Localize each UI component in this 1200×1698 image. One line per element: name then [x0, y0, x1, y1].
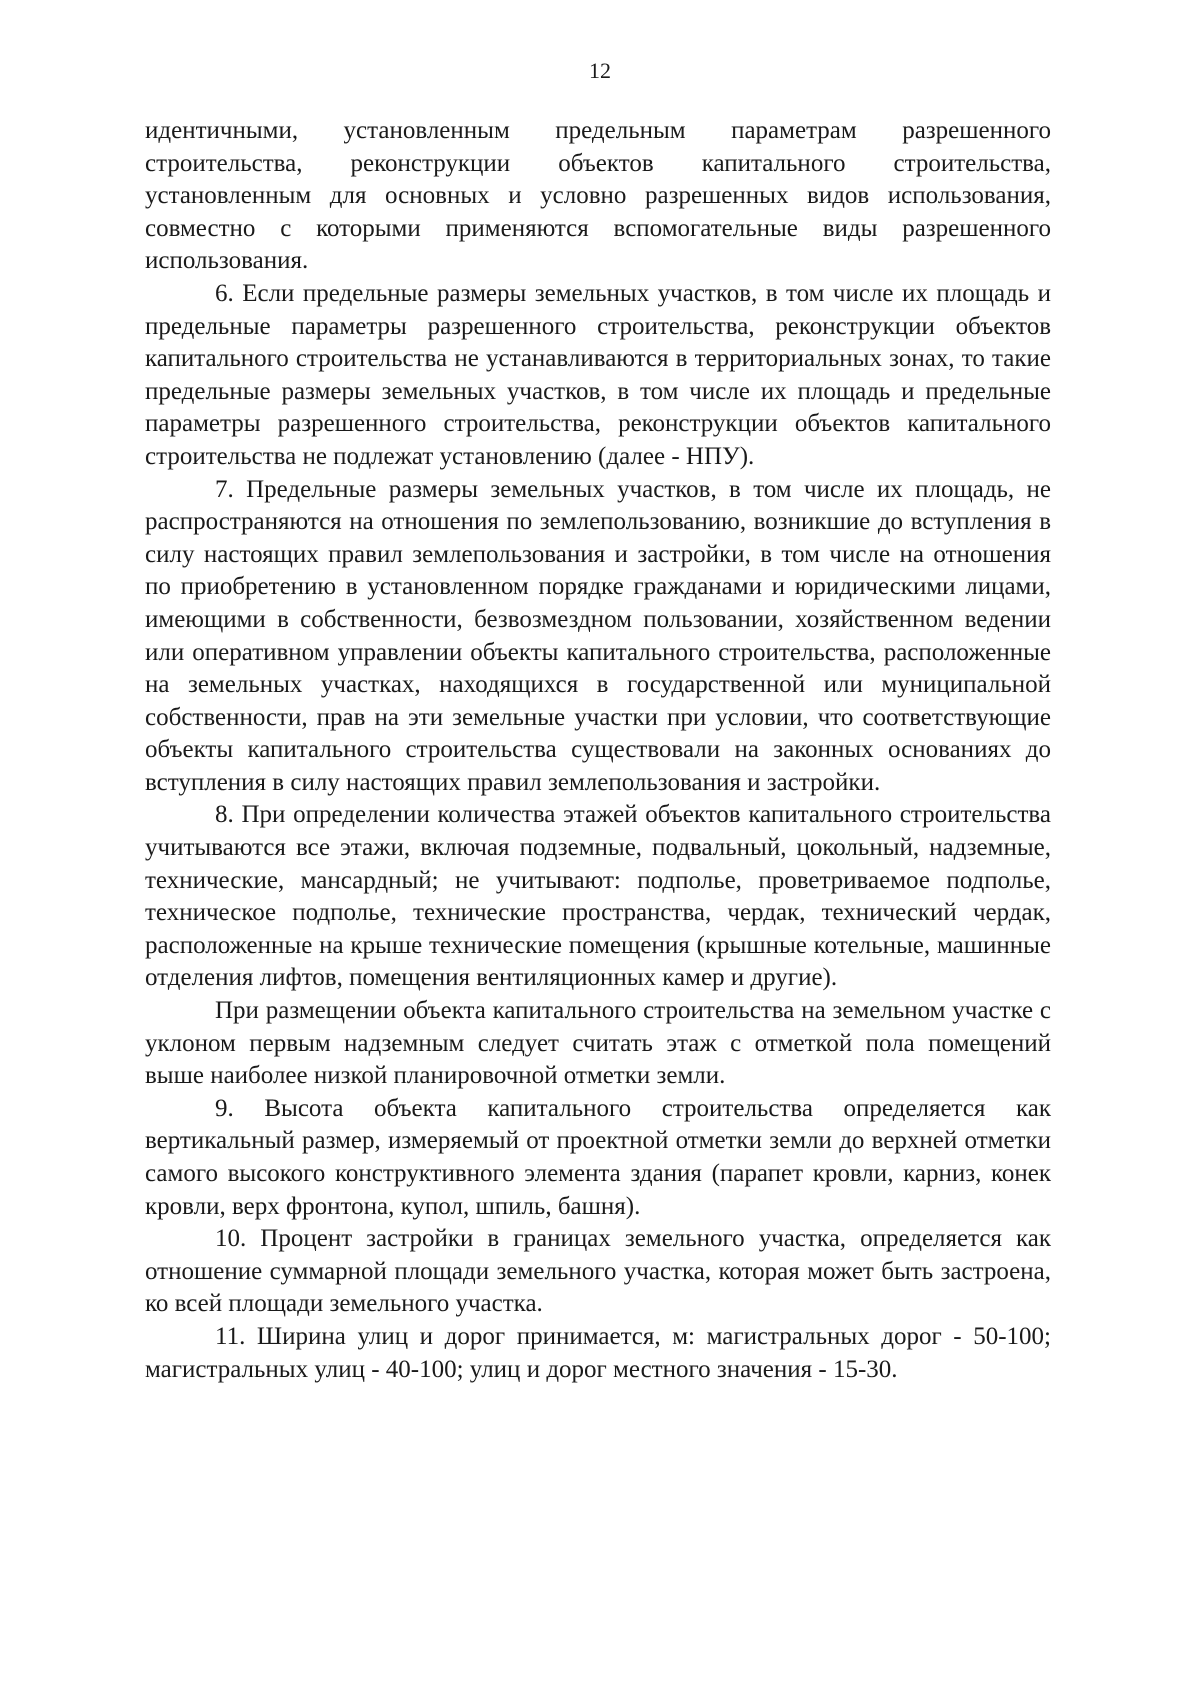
paragraph-item-9: 9. Высота объекта капитального строительства определяется как вертикальный размер, измеряемый от проектной отметки земли до верхней отметки самого высокого конструктивного элемента здания (парапет кровли, карниз, конек кровли, верх фронтона, купол, шпиль, башня).	[145, 1094, 1051, 1220]
paragraph-item-11: 11. Ширина улиц и дорог принимается, м: магистральных дорог - 50-100; магистральных улиц - 40-100; улиц и дорог местного значения - 15-30.	[145, 1322, 1051, 1383]
paragraph-item-6: 6. Если предельные размеры земельных участков, в том числе их площадь и предельные параметры разрешенного строительства, реконструкции объектов капитального строительства не устанавливаются в территориальных зонах, то такие предельные размеры земельных участков, в том числе их площадь и предельные параметры разрешенного строительства, реконструкции объектов капитального строительства не подлежат установлению (далее - НПУ).	[145, 279, 1051, 470]
paragraph-item-7: 7. Предельные размеры земельных участков, в том числе их площадь, не распространяются на отношения по землепользованию, возникшие до вступления в силу настоящих правил землепользования и застройки, в том числе на отношения по приобретению в установленном порядке гражданами и юридическими лицами, имеющими в собственности, безвозмездном пользовании, хозяйственном ведении или оперативном управлении объекты капитального строительства, расположенные на земельных участках, находящихся в государственной или муниципальной собственности, прав на эти земельные участки при условии, что соответствующие объекты капитального строительства существовали на законных основаниях до вступления в силу настоящих правил землепользования и застройки.	[145, 475, 1051, 796]
document-body	[145, 115, 1051, 1386]
paragraph-item-10: 10. Процент застройки в границах земельного участка, определяется как отношение суммарной площади земельного участка, которая может быть застроена, ко всей площади земельного участка.	[145, 1225, 1051, 1318]
paragraph-item-8: 8. При определении количества этажей объектов капитального строительства учитываются все этажи, включая подземные, подвальный, цокольный, надземные, технические, мансардный; не учитывают: подполье, проветриваемое подполье, техническое подполье, технические пространства, чердак, технический чердак, расположенные на крыше технические помещения (крышные котельные, машинные отделения лифтов, помещения вентиляционных камер и другие).	[145, 801, 1051, 992]
paragraph-item-8-slope: При размещении объекта капитального строительства на земельном участке с уклоном первым надземным следует считать этаж с отметкой пола помещений выше наиболее низкой планировочной отметки земли.	[145, 997, 1051, 1090]
page-number: 12	[589, 58, 611, 83]
paragraph-continuation: идентичными, установленным предельным параметрам разрешенного строительства, реконструкции объектов капитального строительства, установленным для основных и условно разрешенных видов использования, совместно с которыми применяются вспомогательные виды разрешенного использования.	[145, 117, 1051, 275]
